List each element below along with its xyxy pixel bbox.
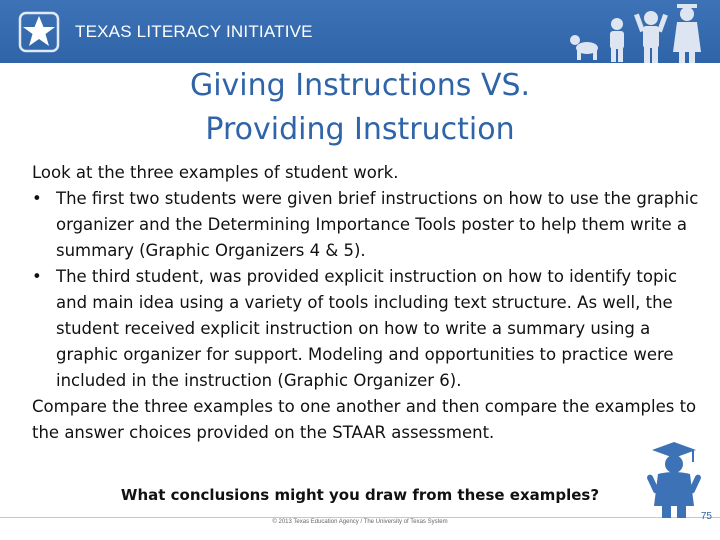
bullet-marker: • xyxy=(32,267,42,286)
compare-text: Compare the three examples to one another and then compare the examples to the answer choices provided on the STAAR assessment. xyxy=(32,397,697,442)
graduate-child-icon xyxy=(646,440,702,520)
brand-name: TEXAS LITERACY INITIATIVE xyxy=(75,22,313,41)
header-band xyxy=(0,0,720,63)
copyright-text: © 2013 Texas Education Agency / The University of Texas System xyxy=(272,519,448,525)
bullet-item xyxy=(32,264,702,394)
bullet-item xyxy=(32,186,702,264)
bullet-text: The first two students were given brief instructions on how to use the graphic organizer and the Determining Importance Tools poster to help them write a summary (Graphic Organizers 4 & 5). xyxy=(56,189,699,260)
footer-divider xyxy=(0,517,720,518)
bullet-text: The third student, was provided explicit instruction on how to identify topic and main idea using a variety of tools including text structure. As well, the student received explicit instruction on how to write a summary using a graphic organizer for support. Modeling and opportunities to practice were included in the instruction (Graphic Organizer 6). xyxy=(56,267,678,390)
bullet-marker: • xyxy=(32,189,42,208)
texas-star-icon xyxy=(17,10,61,54)
title-line-1: Giving Instructions VS. xyxy=(189,68,531,103)
children-silhouettes-icon xyxy=(555,0,715,63)
slide-title xyxy=(80,64,640,152)
question-text: What conclusions might you draw from these examples? xyxy=(120,486,600,504)
title-line-2: Providing Instruction xyxy=(205,112,515,147)
body-text xyxy=(32,160,702,446)
page-number: 75 xyxy=(700,511,712,522)
intro-text: Look at the three examples of student work. xyxy=(32,163,399,182)
